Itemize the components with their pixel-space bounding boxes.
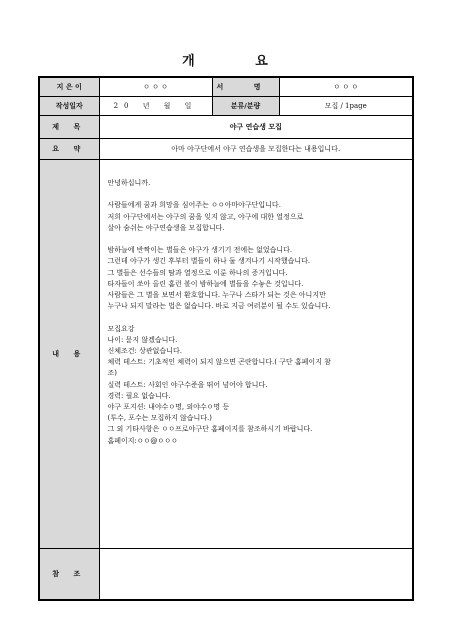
content-line: 살아 숨쉬는 야구연습생을 모집합니다.: [107, 223, 225, 232]
content-line: 그 별들은 선수들의 땀과 열정으로 이룬 하나의 증거입니다.: [107, 268, 288, 277]
content-line: 체력 테스트: 기초적인 체력이 되지 않으면 곤란합니다.( 구단 홈페이지 참: [107, 358, 331, 367]
category-value: 모집 / 1page: [279, 97, 413, 116]
date-value: 20 년 월 일: [99, 97, 212, 116]
content-label: 내 용: [39, 160, 99, 549]
signature-label: 서 명: [212, 77, 279, 97]
signature-value: ㅇ ㅇ ㅇ: [279, 77, 413, 97]
content-line: 밤하늘에 반짝이는 별들은 야구가 생기기 전에는 없었습니다.: [107, 246, 293, 255]
content-line: 야구 포지션: 내야수ㅇ명, 외야수ㅇ명 등: [107, 403, 230, 412]
reference-label: 참 조: [39, 549, 99, 601]
story-paragraph: [108, 245, 405, 312]
content-line: 조): [107, 369, 117, 378]
greeting-paragraph: [108, 178, 405, 189]
date-label: 작성일자: [39, 97, 99, 116]
content-line: 홈페이지:ㅇㅇ@ㅇㅇㅇ: [107, 436, 178, 445]
content-line: 그런데 야구가 생긴 후부터 별들이 하나 둘 생겨나기 시작했습니다.: [107, 257, 311, 266]
content-line: 신체조건: 상관없습니다.: [107, 347, 182, 355]
summary-label: 요 약: [39, 139, 99, 160]
content-line: 사람들에게 꿈과 희망을 심어주는 ㅇㅇ아마야구단입니다.: [107, 201, 281, 210]
intro-paragraph: [108, 200, 405, 234]
content-line: 그 외 기타사항은 ㅇㅇ프로야구단 홈페이지를 참조하시기 바랍니다.: [107, 425, 313, 434]
content-line: 안녕하십니까.: [107, 179, 151, 187]
content-line: 경력: 필요 없습니다.: [107, 391, 171, 400]
content-line: 저희 아구단에서는 야구의 꿈을 잊지 않고, 야구에 대한 열정으로: [107, 212, 304, 221]
summary-value: 아마 야구단에서 야구 연습생을 모집한다는 내용입니다.: [99, 139, 413, 160]
content-line: 실력 테스트: 사회인 야구수준을 뛰어 넘어야 합니다.: [107, 380, 268, 389]
content-line: 모집요강: [107, 324, 135, 333]
subject-label: 제 목: [39, 116, 99, 139]
content-line: 타자들이 쏘아 올린 홈런 볼이 밤하늘에 별들을 수놓은 것입니다.: [107, 279, 304, 288]
content-line: 사람들은 그 별을 보면서 환호합니다. 누구나 스타가 되는 것은 아니지만: [107, 291, 326, 299]
overview-form: [38, 76, 414, 601]
author-label: 지 은 이: [39, 77, 99, 97]
recruitment-guidelines: [108, 324, 405, 447]
subject-value: 야구 연습생 모집: [99, 116, 413, 139]
category-label: 분류/분량: [212, 97, 279, 116]
content-line: 나이: 묻지 않겠습니다.: [107, 335, 178, 344]
document-title: 개 요: [182, 54, 296, 69]
content-line: (투수, 포수는 모집하지 않습니다.): [107, 414, 212, 423]
content-body: [99, 160, 413, 549]
author-value: ㅇ ㅇ ㅇ: [99, 77, 212, 97]
content-line: 누구나 되지 말라는 법은 없습니다. 바로 지금 여러분이 될 수도 있습니다.: [107, 302, 331, 311]
reference-value: [99, 549, 413, 601]
